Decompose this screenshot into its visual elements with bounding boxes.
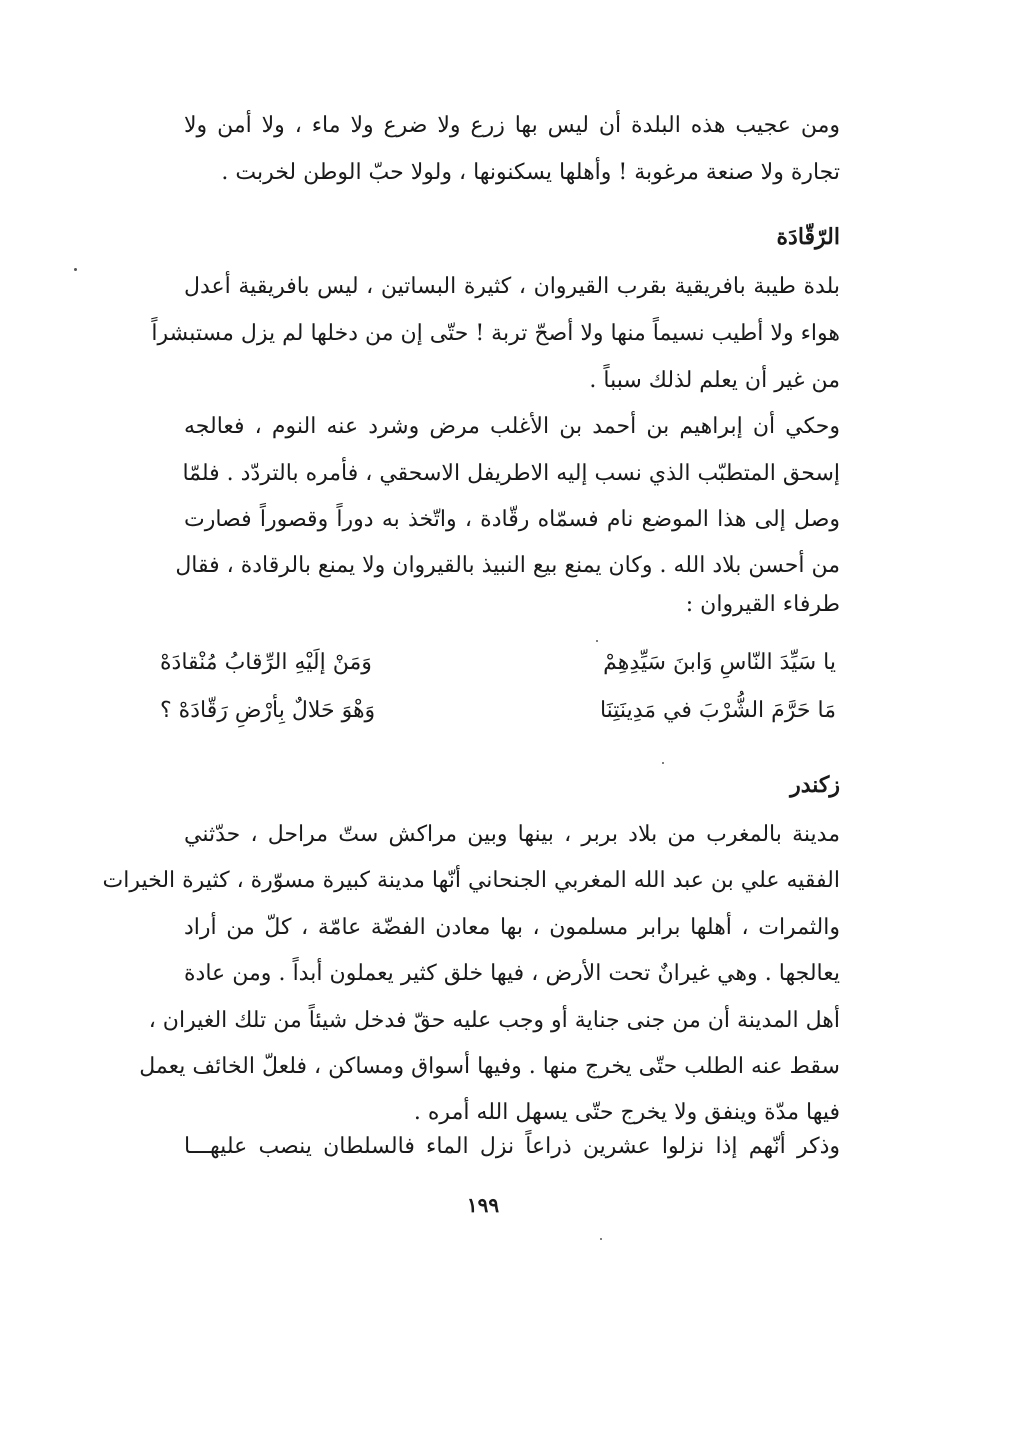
paragraph-line: ومن عجيب هذه البلدة أن ليس بها زرع ولا ضرع ولا ماء ، ولا أمن ولا — [184, 113, 840, 138]
paragraph-line: وصل إلى هذا الموضع نام فسمّاه رقّادة ، واتّخذ به دوراً وقصوراً فصارت — [184, 507, 840, 532]
paragraph-line: سقط عنه الطلب حتّى يخرج منها . وفيها أسواق ومساكن ، فلعلّ الخائف يعمل — [139, 1054, 840, 1079]
paragraph-line: تجارة ولا صنعة مرغوبة ! وأهلها يسكنونها ، ولولا حبّ الوطن لخربت . — [221, 160, 840, 185]
paragraph-line: طرفاء القيروان : — [685, 592, 840, 617]
paragraph-line: هواء ولا أطيب نسيماً منها ولا أصحّ تربة ! حتّى إن من دخلها لم يزل مستبشراً — [151, 321, 840, 346]
scan-speck — [600, 1238, 602, 1240]
verse-hemistich-second: وَهْوَ حَلالٌ بِأرْضِ رَقّادَهْ ؟ — [160, 698, 376, 723]
section-heading-raqqada: الرّقّادَة — [776, 224, 840, 250]
scan-speck — [596, 640, 598, 642]
scan-speck — [74, 268, 77, 271]
paragraph-line: من أحسن بلاد الله . وكان يمنع بيع النبيذ بالقيروان ولا يمنع بالرقادة ، فقال — [175, 553, 840, 578]
paragraph-line: إسحق المتطبّب الذي نسب إليه الاطريفل الاسحقي ، فأمره بالتردّد . فلمّا — [182, 461, 840, 486]
paragraph-line: الفقيه علي بن عبد الله المغربي الجنحاني أنّها مدينة كبيرة مسوّرة ، كثيرة الخيرات — [102, 868, 840, 893]
paragraph-line: من غير أن يعلم لذلك سبباً . — [589, 368, 840, 393]
paragraph-line: بلدة طيبة بافريقية بقرب القيروان ، كثيرة البساتين ، ليس بافريقية أعدل — [184, 274, 840, 299]
section-heading-zakandar: زكندر — [790, 772, 840, 798]
paragraph-line: يعالجها . وهي غيرانٌ تحت الأرض ، فيها خلق كثير يعملون أبداً . ومن عادة — [184, 961, 840, 986]
paragraph-line: والثمرات ، أهلها برابر مسلمون ، بها معادن الفضّة عامّة ، كلّ من أراد — [184, 915, 840, 940]
paragraph-line: فيها مدّة وينفق ولا يخرج حتّى يسهل الله أمره . — [413, 1100, 840, 1125]
paragraph-line: وذكر أنّهم إذا نزلوا عشرين ذراعاً نزل الماء فالسلطان ينصب عليهـــا — [184, 1134, 840, 1159]
paragraph-line: وحكي أن إبراهيم بن أحمد بن الأغلب مرض وشرد عنه النوم ، فعالجه — [184, 414, 840, 439]
verse-hemistich-first: يا سَيِّدَ النّاسِ وَابنَ سَيِّدِهِمْ — [603, 650, 836, 675]
scan-speck — [662, 762, 664, 764]
verse-hemistich-second: وَمَنْ إلَيْهِ الرِّقابُ مُنْقادَهْ — [160, 650, 372, 675]
verse-hemistich-first: مَا حَرَّمَ الشُّرْبَ في مَدِينَتِنَا — [599, 698, 836, 723]
paragraph-line: أهل المدينة أن من جنى جناية أو وجب عليه حقّ فدخل شيئاً من تلك الغيران ، — [148, 1008, 840, 1033]
page-number: ١٩٩ — [466, 1193, 500, 1217]
paragraph-line: مدينة بالمغرب من بلاد بربر ، بينها وبين مراكش ستّ مراحل ، حدّثني — [184, 822, 840, 847]
